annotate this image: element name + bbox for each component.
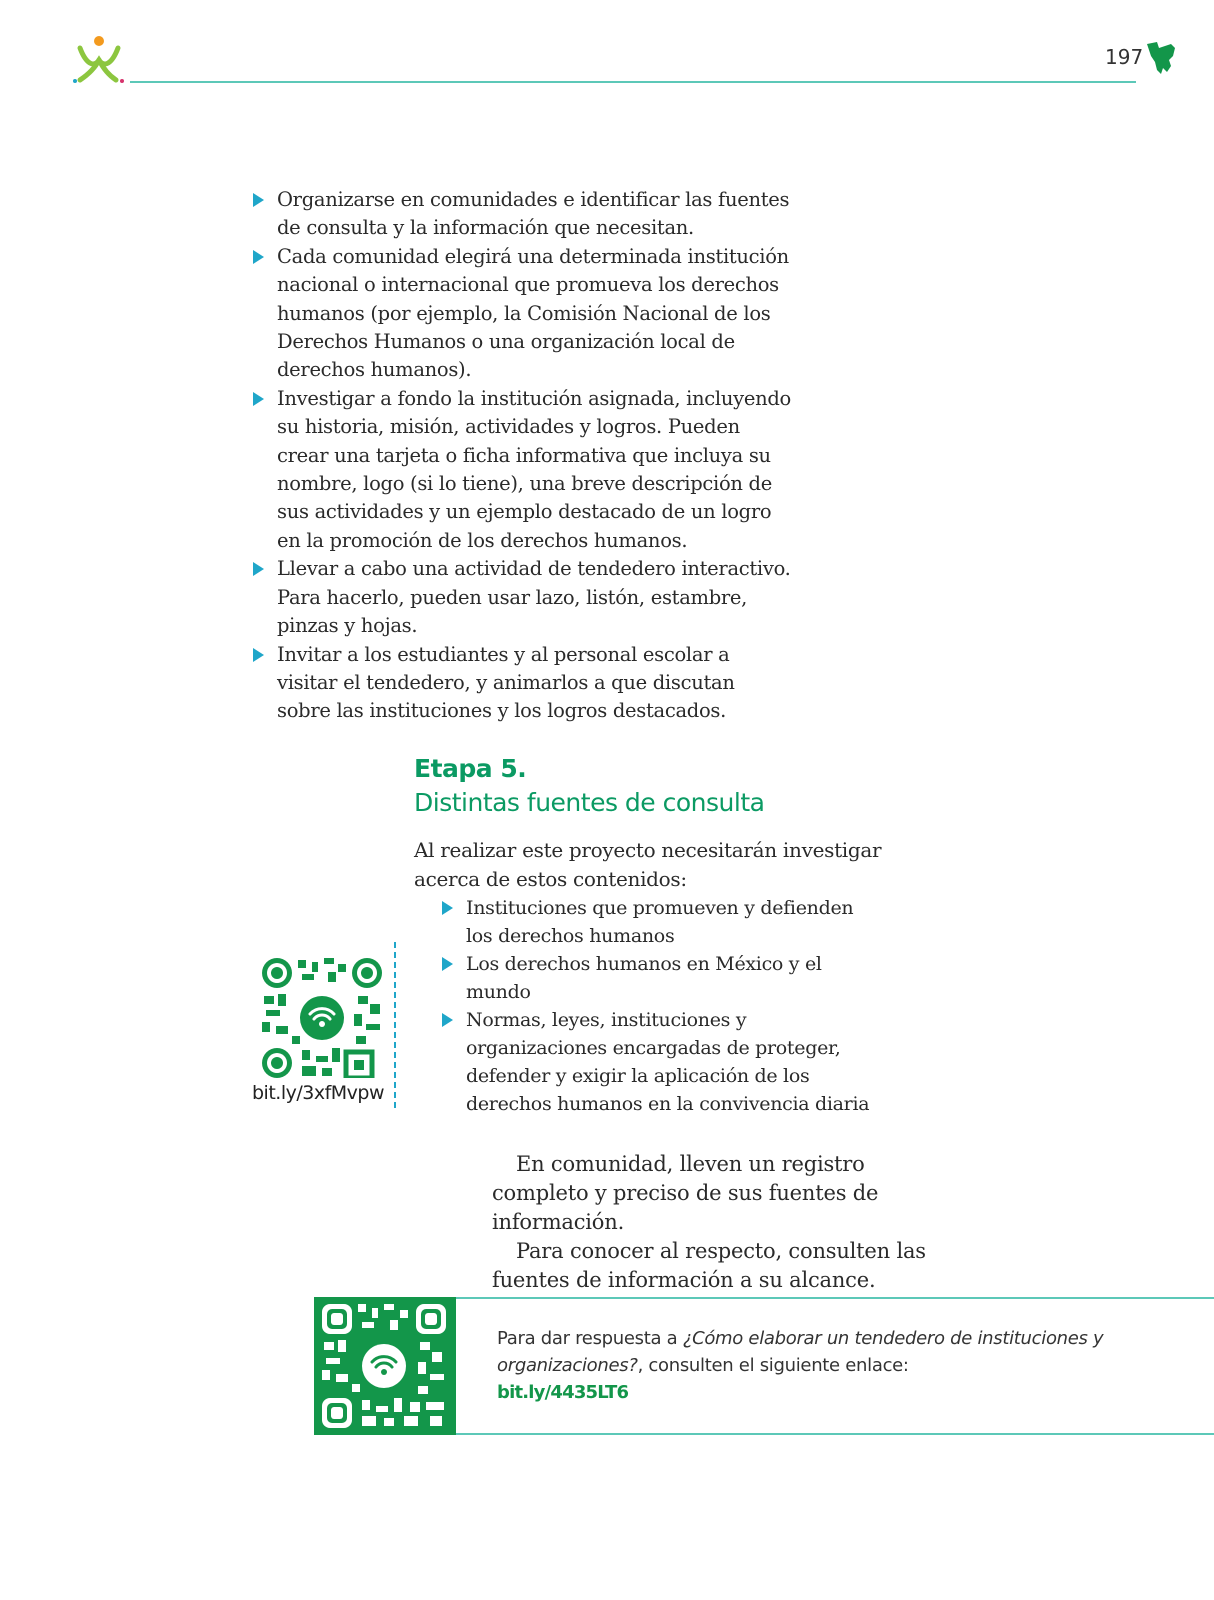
bullet-triangle-icon <box>253 392 264 406</box>
community-note <box>492 1150 962 1295</box>
bullet-triangle-icon <box>253 648 264 662</box>
header-rule <box>130 81 1136 83</box>
activity-list <box>253 186 793 726</box>
section-intro: Al realizar este proyecto necesitarán investigar acerca de estos contenidos: <box>414 838 882 891</box>
question-text: ¿Cómo elaborar un tendedero de instituciones y organizaciones? <box>497 1328 1104 1376</box>
list-item: Los derechos humanos en México y el mundo <box>442 950 872 1006</box>
page-number: 197 <box>1105 45 1144 69</box>
link-note: Para dar respuesta a ¿Cómo elaborar un tendedero de instituciones y organizaciones?, consulten el siguiente enlace: bit.ly/4435LT6 <box>497 1325 1137 1406</box>
bullet-triangle-icon <box>442 957 453 971</box>
bullet-triangle-icon <box>253 193 264 207</box>
list-item: Organizarse en comunidades e identificar las fuentes de consulta y la información que necesitan. <box>253 186 793 243</box>
qr-code-icon[interactable] <box>262 958 382 1078</box>
bullet-triangle-icon <box>442 901 453 915</box>
person-logo-icon <box>72 34 128 86</box>
list-item: Normas, leyes, instituciones y organizaciones encargadas de proteger, defender y exigir la aplicación de los derechos humanos en la convivencia diaria <box>442 1006 872 1118</box>
mexico-map-icon <box>1145 40 1177 76</box>
qr-link[interactable]: bit.ly/3xfMvpw <box>252 1082 385 1104</box>
dashed-divider <box>394 942 396 1108</box>
list-item: Llevar a cabo una actividad de tendedero interactivo. Para hacerlo, pueden usar lazo, listón, estambre, pinzas y hojas. <box>253 555 793 640</box>
list-item: Investigar a fondo la institución asignada, incluyendo su historia, misión, actividades y logros. Pueden crear una tarjeta o ficha informativa que incluya su nombre, logo (si lo tiene), una breve descripción de sus actividades y un ejemplo destacado de un logro en la promoción de los derechos humanos. <box>253 385 793 555</box>
paragraph: En comunidad, lleven un registro completo y preciso de sus fuentes de información. <box>492 1152 879 1234</box>
section-title: Etapa 5. <box>414 754 527 783</box>
qr-code-icon[interactable] <box>320 1302 448 1430</box>
resource-link[interactable]: bit.ly/4435LT6 <box>497 1382 629 1403</box>
section-heading <box>414 752 764 820</box>
topics-list <box>442 894 872 1118</box>
bullet-triangle-icon <box>253 562 264 576</box>
paragraph: Para conocer al respecto, consulten las fuentes de información a su alcance. <box>492 1239 926 1292</box>
bullet-triangle-icon <box>253 250 264 264</box>
list-item: Instituciones que promueven y defienden los derechos humanos <box>442 894 872 950</box>
list-item: Cada comunidad elegirá una determinada institución nacional o internacional que promueva los derechos humanos (por ejemplo, la Comisión Nacional de los Derechos Humanos o una organización local de derechos humanos). <box>253 243 793 385</box>
section-subtitle: Distintas fuentes de consulta <box>414 788 765 817</box>
bullet-triangle-icon <box>442 1013 453 1027</box>
list-item: Invitar a los estudiantes y al personal escolar a visitar el tendedero, y animarlos a que discutan sobre las instituciones y los logros destacados. <box>253 641 793 726</box>
